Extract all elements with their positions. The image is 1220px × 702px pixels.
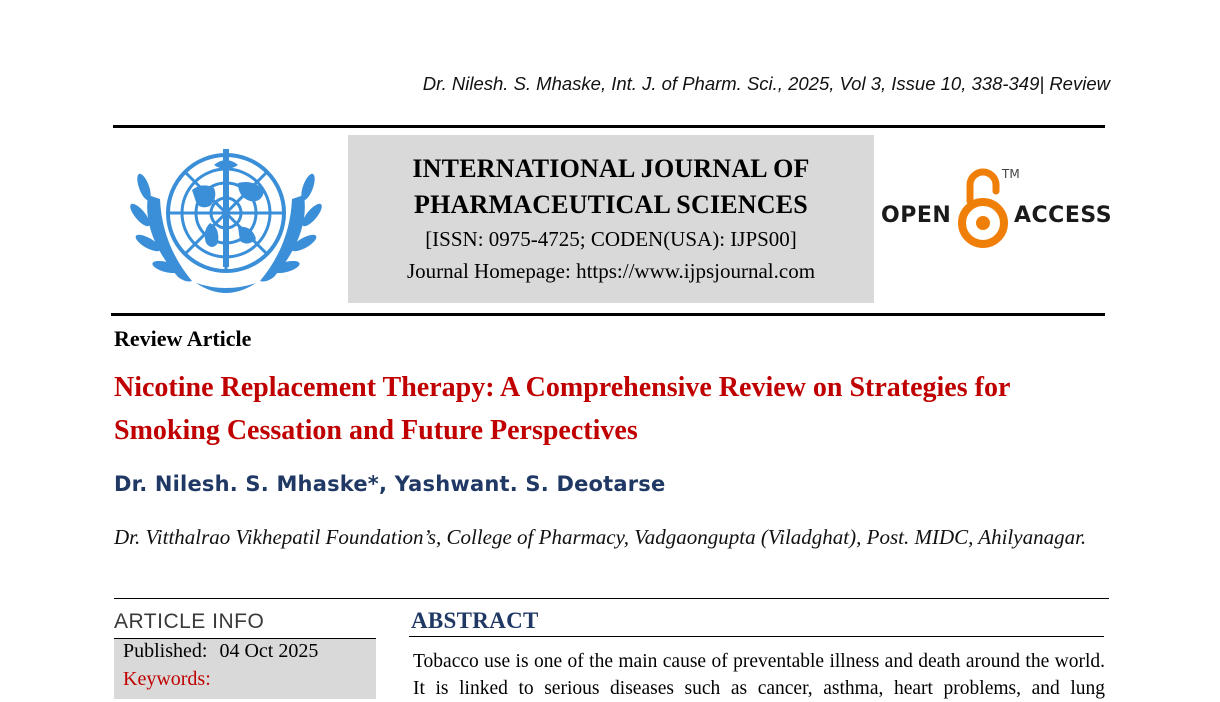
open-access-logo bbox=[878, 165, 1113, 255]
article-info-heading: ARTICLE INFO bbox=[114, 610, 265, 633]
issn-line: [ISSN: 0975-4725; CODEN(USA): IJPS00] bbox=[425, 227, 797, 251]
abstract-heading: ABSTRACT bbox=[411, 608, 539, 633]
journal-name-line1: INTERNATIONAL JOURNAL OF bbox=[412, 154, 810, 183]
open-access-open-text: OPEN bbox=[881, 203, 952, 228]
top-rule bbox=[113, 125, 1105, 128]
trademark-symbol: TM bbox=[1002, 167, 1020, 181]
abstract-text: Tobacco use is one of the main cause of preventable illness and death around the world. It is linked to serious diseases such as cancer, asthma, heart problems, and lung bbox=[413, 651, 1105, 699]
keywords-label: Keywords: bbox=[123, 668, 211, 690]
journal-homepage-line: Journal Homepage: https://www.ijpsjournal.com bbox=[406, 259, 816, 283]
article-title: Nicotine Replacement Therapy: A Comprehensive Review on Strategies for Smoking Cessation and Future Perspectives bbox=[114, 372, 1010, 446]
author-affiliation: Dr. Vitthalrao Vikhepatil Foundation’s, College of Pharmacy, Vadgaongupta (Viladghat), Post. MIDC, Ahilyanagar. bbox=[114, 525, 1087, 549]
article-authors: Dr. Nilesh. S. Mhaske*, Yashwant. S. Deotarse bbox=[114, 472, 666, 496]
section-separator bbox=[114, 598, 1109, 599]
published-date: 04 Oct 2025 bbox=[219, 640, 319, 662]
running-head: Dr. Nilesh. S. Mhaske, Int. J. of Pharm. Sci., 2025, Vol 3, Issue 10, 338-349| Review bbox=[422, 73, 1110, 94]
published-row bbox=[123, 640, 318, 663]
un-emblem-icon bbox=[126, 135, 326, 305]
journal-name-line2: PHARMACEUTICAL SCIENCES bbox=[414, 190, 808, 219]
open-access-access-text: ACCESS bbox=[1014, 203, 1113, 228]
journal-masthead bbox=[348, 135, 874, 303]
published-label: Published: bbox=[123, 640, 208, 662]
masthead-bottom-rule bbox=[111, 313, 1105, 316]
article-type: Review Article bbox=[114, 326, 252, 351]
abstract-heading-rule bbox=[409, 636, 1104, 637]
